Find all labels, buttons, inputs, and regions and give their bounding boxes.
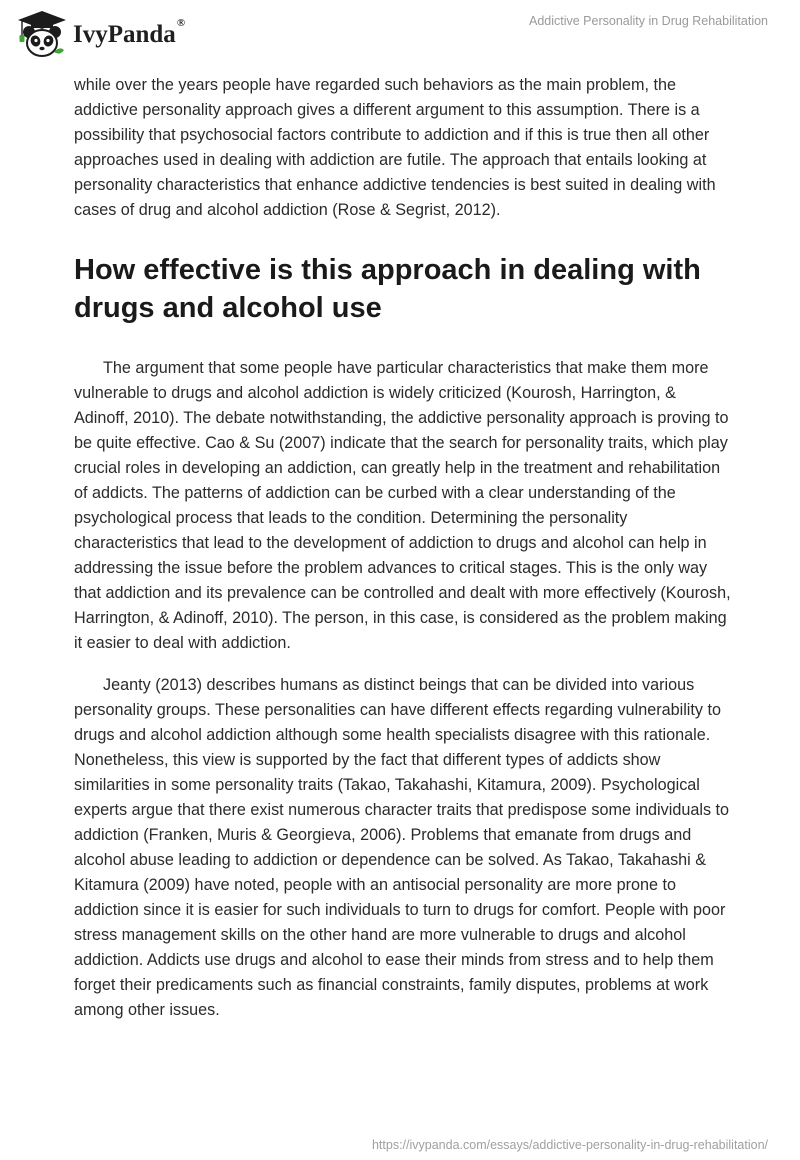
page-title: Addictive Personality in Drug Rehabilitation [528, 14, 768, 28]
page-header [0, 0, 800, 70]
logo-wordmark: IvyPanda® [73, 17, 186, 48]
source-url[interactable]: https://ivypanda.com/essays/addictive-personality-in-drug-rehabilitation/ [371, 1138, 768, 1152]
paragraph-continued: while over the years people have regarded such behaviors as the main problem, the addictive personality approach gives a different argument to this assumption. There is a possibility that psychosocial factors contribute to addiction and if this is true then all other approaches used in dealing with addiction are futile. The approach that entails looking at personality characteristics that enhance addictive tendencies is best suited in dealing with cases of drug and alcohol addiction (Rose & Segrist, 2012). [74, 76, 716, 219]
ivypanda-logo[interactable] [14, 8, 185, 60]
paragraph: The argument that some people have particular characteristics that make them more vulnerable to drugs and alcohol addiction is widely criticized (Kourosh, Harrington, & Adinoff, 2010). The debate notwithstanding, the addictive personality approach is proving to be quite effective. Cao & Su (2007) indicate that the search for personality traits, which play crucial roles in developing an addiction, can greatly help in the treatment and rehabilitation of addicts. The patterns of addiction can be curbed with a clear understanding of the psychological process that leads to the condition. Determining the personality characteristics that lead to the development of addiction to drugs and alcohol can help in addressing the issue before the problem advances to critical stages. This is the only way that addiction and its prevalence can be controlled and dealt with more effectively (Kourosh, Harrington, & Adinoff, 2010). The person, in this case, is considered as the problem making it easier to deal with addiction. [74, 359, 731, 652]
section-heading: How effective is this approach in dealing with drugs and alcohol use [74, 254, 701, 324]
paragraph: Jeanty (2013) describes humans as distinct beings that can be divided into various personality groups. These personalities can have different effects regarding vulnerability to drugs and alcohol addiction although some health specialists disagree with this rationale. Nonetheless, this view is supported by the fact that different types of addicts show similarities in some personality traits (Takao, Takahashi, Kitamura, 2009). Psychological experts argue that there exist numerous character traits that predispose some individuals to addiction (Franken, Muris & Georgieva, 2006). Problems that emanate from drugs and alcohol abuse leading to addiction or dependence can be solved. As Takao, Takahashi & Kitamura (2009) have noted, people with an antisocial personality are more prone to addiction since it is easier for such individuals to turn to drugs for comfort. People with poor stress management skills on the other hand are more vulnerable to drugs and alcohol addiction. Addicts use drugs and alcohol to ease their minds from stress and to help them forget their predicaments such as financial constraints, family disputes, problems at work among other issues. [74, 676, 730, 1019]
article-body [74, 73, 734, 1023]
panda-graduation-cap-icon [14, 8, 70, 60]
